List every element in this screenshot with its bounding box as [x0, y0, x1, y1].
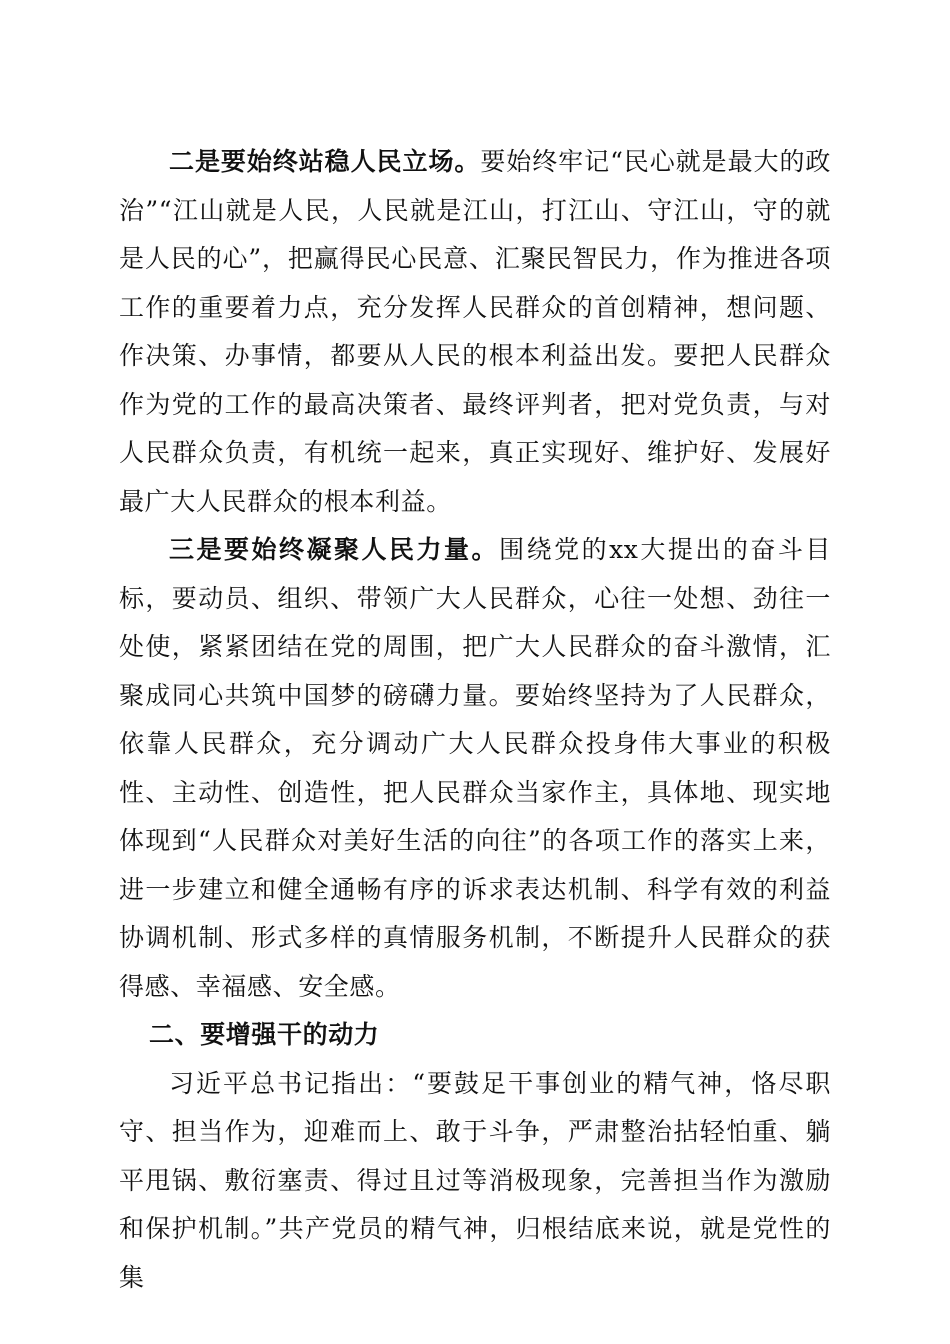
section-heading: 二、要增强干的动力	[149, 1020, 380, 1049]
paragraph-body: 围绕党的xx大提出的奋斗目标，要动员、组织、带领广大人民群众，心往一处想、劲往一处使，紧紧团结在党的周围，把广大人民群众的奋斗激情，汇聚成同心共筑中国梦的磅礴力量。要始终坚持为了人民群众，依靠人民群众，充分调动广大人民群众投身伟大事业的积极性、主动性、创造性，把人民群众当家作主，具体地、现实地体现到“人民群众对美好生活的向往”的各项工作的落实上来，进一步建立和健全通畅有序的诉求表达机制、科学有效的利益协调机制、形式多样的真情服务机制，不断提升人民群众的获得感、幸福感、安全感。	[119, 535, 832, 1001]
paragraph-quote: 习近平总书记指出：“要鼓足干事创业的精气神，恪尽职守、担当作为，迎难而上、敢于斗争，严肃整治拈轻怕重、躺平甩锅、敷衍塞责、得过且过等消极现象，完善担当作为激励和保护机制。”共产党员的精气神，归根结底来说，就是党性的集	[119, 1068, 831, 1292]
paragraph-gather-people-strength	[119, 526, 831, 1011]
paragraph-lead: 三是要始终凝聚人民力量。	[169, 535, 500, 564]
document-page	[119, 138, 831, 1302]
paragraph-lead: 二是要始终站稳人民立场。	[169, 147, 481, 176]
paragraph-stand-with-people	[119, 138, 831, 526]
paragraph-body: 要始终牢记“民心就是最大的政治”“江山就是人民，人民就是江山，打江山、守江山，守的就是人民的心”，把赢得民心民意、汇聚民智民力，作为推进各项工作的重要着力点，充分发挥人民群众的首创精神，想问题、作决策、办事情，都要从人民的根本利益出发。要把人民群众作为党的工作的最高决策者、最终评判者，把对党负责，与对人民群众负责，有机统一起来，真正实现好、维护好、发展好最广大人民群众的根本利益。	[119, 147, 832, 516]
